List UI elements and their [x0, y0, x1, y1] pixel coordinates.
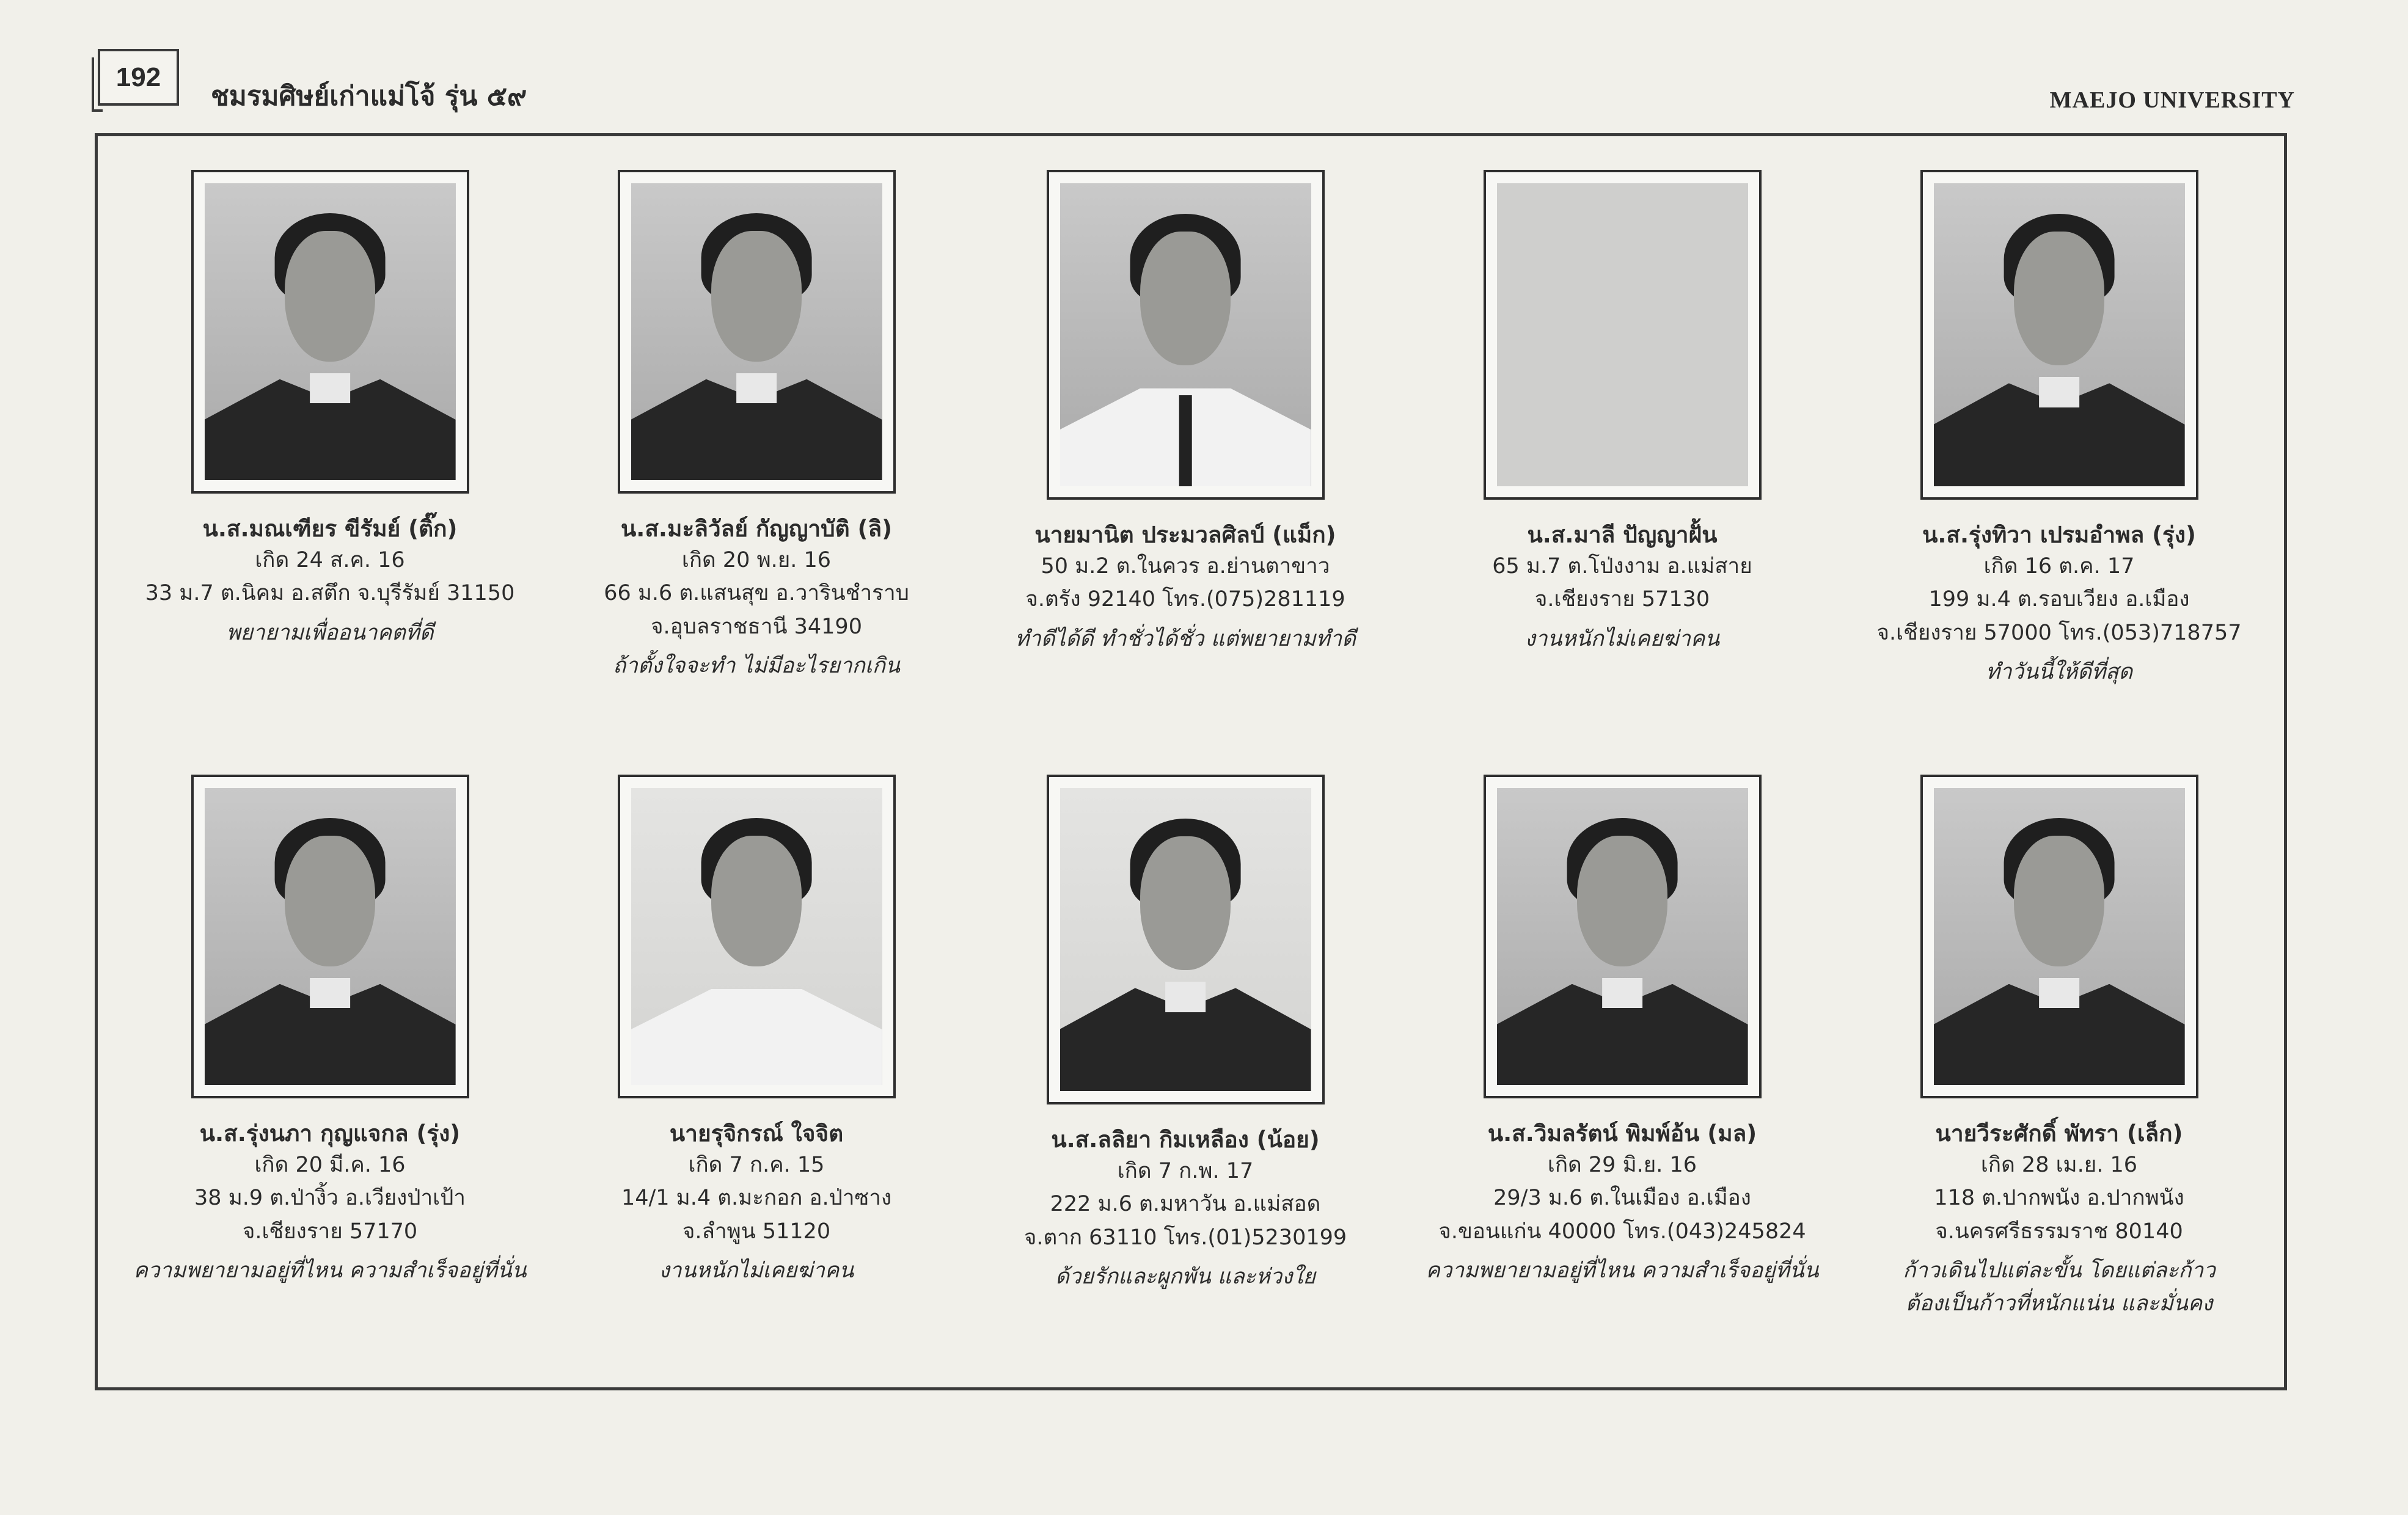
student-name: น.ส.มะลิวัลย์ กัญญาบัติ (ลิ) — [620, 516, 893, 542]
page-header-title: ชมรมศิษย์เก่าแม่โจ้ รุ่น ๕๙ — [211, 81, 527, 112]
student-name: น.ส.รุ่งทิวา เปรมอำพล (รุ่ง) — [1922, 522, 2196, 548]
student-address-line: จ.อุบลราชธานี 34190 — [651, 614, 862, 639]
student-birthdate: เกิด 7 ก.พ. 17 — [1117, 1159, 1254, 1184]
student-address-line: 199 ม.4 ต.รอบเวียง อ.เมือง — [1928, 587, 2190, 612]
student-address-line: 222 ม.6 ต.มหาวัน อ.แม่สอด — [1050, 1192, 1321, 1217]
student-photo — [191, 775, 469, 1098]
student-card — [972, 170, 1399, 655]
student-motto: ทำดีได้ดี ทำชั่วได้ชั่ว แต่พยายามทำดี — [1015, 626, 1356, 651]
student-photo — [618, 775, 896, 1098]
student-name: นายวีระศักดิ์ พัทรา (เล็ก) — [1935, 1120, 2183, 1147]
student-motto: งานหนักไม่เคยฆ่าคน — [659, 1258, 854, 1283]
student-address-line: จ.เชียงราย 57170 — [242, 1219, 418, 1244]
student-motto: ความพยายามอยู่ที่ไหน ความสำเร็จอยู่ที่นั่น — [1425, 1258, 1819, 1283]
student-name: นายรุจิกรณ์ ใจจิต — [669, 1120, 844, 1147]
student-name: น.ส.ลลิยา กิมเหลือง (น้อย) — [1051, 1126, 1320, 1153]
portrait-image — [1060, 183, 1311, 486]
student-card — [1845, 170, 2273, 688]
student-card — [1408, 775, 1836, 1287]
student-photo — [1920, 775, 2198, 1098]
student-address-line: 65 ม.7 ต.โป่งงาม อ.แม่สาย — [1492, 554, 1752, 579]
student-motto: พยายามเพื่ออนาคตที่ดี — [226, 620, 434, 645]
student-address-line: 66 ม.6 ต.แสนสุข อ.วารินชำราบ — [604, 581, 909, 606]
student-motto: งานหนักไม่เคยฆ่าคน — [1524, 626, 1720, 651]
portrait-image — [1934, 183, 2185, 486]
student-card — [1408, 170, 1836, 655]
university-name: MAEJO UNIVERSITY — [2049, 87, 2295, 113]
student-photo — [1047, 775, 1325, 1104]
student-address-line: 29/3 ม.6 ต.ในเมือง อ.เมือง — [1493, 1186, 1751, 1211]
student-motto: ทำวันนี้ให้ดีที่สุด — [1985, 659, 2133, 684]
student-address-line: จ.ลำพูน 51120 — [682, 1219, 831, 1244]
student-address-line: จ.นครศรีธรรมราช 80140 — [1935, 1219, 2183, 1244]
student-photo — [1484, 170, 1762, 500]
student-photo — [1920, 170, 2198, 500]
student-photo — [191, 170, 469, 494]
student-name: น.ส.มาลี ปัญญาฝั้น — [1527, 522, 1718, 548]
student-birthdate: เกิด 28 เม.ย. 16 — [1980, 1153, 2138, 1178]
student-address-line: 38 ม.9 ต.ป่างิ้ว อ.เวียงป่าเป้า — [194, 1186, 466, 1211]
student-motto: ด้วยรักและผูกพัน และห่วงใย — [1055, 1264, 1316, 1289]
student-address-line: จ.ตรัง 92140 โทร.(075)281119 — [1025, 587, 1345, 612]
student-card — [1845, 775, 2273, 1320]
student-photo — [1484, 775, 1762, 1098]
student-name: น.ส.รุ่งนภา กุญแจกล (รุ่ง) — [199, 1120, 461, 1147]
portrait-image — [1497, 183, 1748, 486]
student-card — [972, 775, 1399, 1293]
student-card — [543, 775, 970, 1287]
student-birthdate: เกิด 7 ก.ค. 15 — [688, 1153, 825, 1178]
student-photo — [1047, 170, 1325, 500]
student-address-line: 118 ต.ปากพนัง อ.ปากพนัง — [1934, 1186, 2184, 1211]
student-address-line: 14/1 ม.4 ต.มะกอก อ.ป่าซาง — [621, 1186, 892, 1211]
student-birthdate: เกิด 16 ต.ค. 17 — [1983, 554, 2135, 579]
student-motto: ความพยายามอยู่ที่ไหน ความสำเร็จอยู่ที่นั่น — [133, 1258, 527, 1283]
student-card — [116, 775, 544, 1287]
student-birthdate: เกิด 20 มี.ค. 16 — [254, 1153, 406, 1178]
student-card — [543, 170, 970, 682]
student-motto: ก้าวเดินไปแต่ละขั้น โดยแต่ละก้าว — [1903, 1258, 2216, 1283]
student-name: น.ส.มณเฑียร ขีรัมย์ (ติ๊ก) — [202, 516, 458, 542]
student-name: นายมานิต ประมวลศิลป์ (แม็ก) — [1034, 522, 1336, 548]
portrait-image — [631, 183, 882, 480]
student-birthdate: เกิด 24 ส.ค. 16 — [255, 548, 405, 573]
student-address-line: 50 ม.2 ต.ในควร อ.ย่านตาขาว — [1041, 554, 1330, 579]
student-address-line: จ.ตาก 63110 โทร.(01)5230199 — [1023, 1225, 1347, 1250]
student-address-line: จ.เชียงราย 57130 — [1534, 587, 1710, 612]
portrait-image — [205, 183, 456, 480]
student-address-line: 33 ม.7 ต.นิคม อ.สตึก จ.บุรีรัมย์ 31150 — [145, 581, 515, 606]
page-number: 192 — [98, 49, 179, 106]
portrait-image — [1060, 788, 1311, 1091]
student-birthdate: เกิด 29 มิ.ย. 16 — [1547, 1153, 1697, 1178]
student-photo — [618, 170, 896, 494]
student-motto: ต้องเป็นก้าวที่หนักแน่น และมั่นคง — [1905, 1291, 2213, 1316]
student-motto: ถ้าตั้งใจจะทำ ไม่มีอะไรยากเกิน — [613, 653, 900, 678]
student-address-line: จ.เชียงราย 57000 โทร.(053)718757 — [1876, 620, 2242, 645]
student-address-line: จ.ขอนแก่น 40000 โทร.(043)245824 — [1438, 1219, 1806, 1244]
portrait-image — [205, 788, 456, 1085]
portrait-image — [1497, 788, 1748, 1085]
student-card — [116, 170, 544, 649]
student-birthdate: เกิด 20 พ.ย. 16 — [681, 548, 832, 573]
student-name: น.ส.วิมลรัตน์ พิมพ์อ้น (มล) — [1487, 1120, 1757, 1147]
portrait-image — [1934, 788, 2185, 1085]
portrait-image — [631, 788, 882, 1085]
